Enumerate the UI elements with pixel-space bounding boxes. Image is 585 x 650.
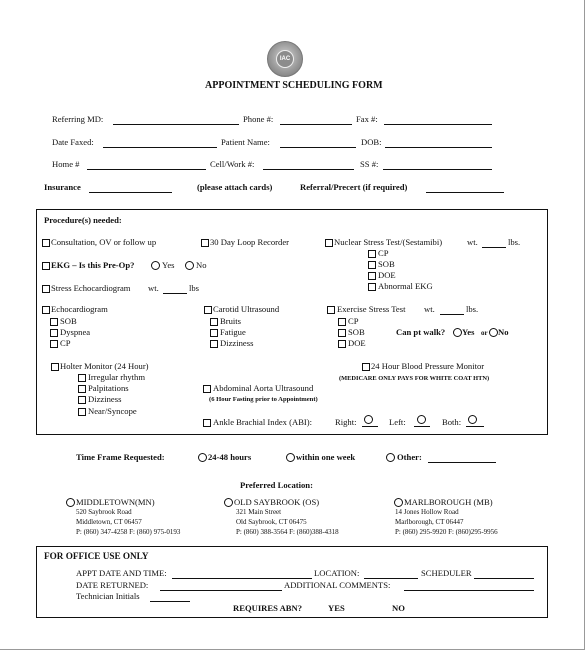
home-phone-label: Home #	[52, 159, 80, 169]
location-middletown-radio[interactable]	[66, 498, 75, 507]
exercise-doe-checkbox[interactable]	[338, 340, 346, 348]
holter-near-syncope-checkbox[interactable]	[78, 408, 86, 416]
technician-label: Technician Initials	[76, 591, 140, 601]
attach-cards-note: (please attach cards)	[197, 182, 273, 192]
procedures-heading: Procedure(s) needed:	[44, 215, 122, 225]
abn-yes-option[interactable]: YES	[328, 603, 345, 613]
can-walk-no-radio[interactable]	[489, 328, 498, 337]
abi-both-underline	[466, 426, 484, 427]
holter-near-syncope-label: Near/Syncope	[88, 406, 137, 416]
scheduler-label: SCHEDULER	[421, 568, 472, 578]
abi-right-underline	[362, 426, 378, 427]
date-faxed-label: Date Faxed:	[52, 137, 94, 147]
abi-right-label: Right:	[335, 417, 357, 427]
ss-field[interactable]	[383, 169, 492, 170]
abi-left-radio[interactable]	[417, 415, 426, 424]
exercise-stress-label: Exercise Stress Test	[337, 304, 406, 314]
carotid-label: Carotid Ultrasound	[213, 304, 280, 314]
holter-palpitations-label: Palpitations	[88, 383, 129, 393]
stress-echo-wt-field[interactable]	[163, 293, 187, 294]
time-other-radio[interactable]	[386, 453, 395, 462]
abi-both-label: Both:	[442, 417, 462, 427]
fax-label: Fax #:	[356, 114, 378, 124]
loop-recorder-label: 30 Day Loop Recorder	[210, 237, 289, 247]
carotid-dizziness-checkbox[interactable]	[210, 340, 218, 348]
aorta-label: Abdominal Aorta Ultrasound	[213, 383, 314, 393]
aorta-checkbox[interactable]	[203, 385, 211, 393]
nuclear-wt-field[interactable]	[482, 247, 506, 248]
nuclear-cp-checkbox[interactable]	[368, 250, 376, 258]
insurance-label: Insurance	[44, 182, 81, 192]
nuclear-abnormal-ekg-label: Abnormal EKG	[378, 281, 433, 291]
nuclear-stress-label: Nuclear Stress Test/(Sestamibi)	[334, 237, 443, 247]
office-use-heading: FOR OFFICE USE ONLY	[44, 551, 149, 561]
can-walk-yes-label: Yes	[462, 327, 475, 337]
consultation-label: Consultation, OV or follow up	[51, 237, 157, 247]
exercise-lbs-label: lbs.	[466, 304, 479, 314]
carotid-bruits-label: Bruits	[220, 316, 242, 326]
time-one-week-label: within one week	[296, 452, 356, 462]
medicare-note: (MEDICARE ONLY PAYS FOR WHITE COAT HTN)	[339, 375, 490, 382]
referral-field[interactable]	[426, 192, 504, 193]
exercise-sob-label: SOB	[348, 327, 365, 337]
preferred-location-heading: Preferred Location:	[240, 480, 313, 490]
abi-left-underline	[414, 426, 430, 427]
location-marlborough-phone: P: (860) 295-9920 F: (860)295-9956	[395, 528, 498, 536]
echo-dyspnea-label: Dyspnea	[60, 327, 91, 337]
time-other-label: Other:	[397, 452, 422, 462]
location-marlborough-addr1: 14 Jones Hollow Road	[395, 508, 459, 516]
abi-left-label: Left:	[389, 417, 406, 427]
stress-echo-wt-label: wt.	[148, 283, 159, 293]
home-phone-field[interactable]	[87, 169, 206, 170]
dob-field[interactable]	[385, 147, 492, 148]
location-middletown-phone: P: (860) 347-4258 F: (860) 975-0193	[76, 528, 181, 536]
location-oldsaybrook-addr2: Old Saybrook, CT 06475	[236, 518, 307, 526]
nuclear-sob-checkbox[interactable]	[368, 261, 376, 269]
dob-label: DOB:	[361, 137, 382, 147]
nuclear-abnormal-ekg-checkbox[interactable]	[368, 283, 376, 291]
exercise-wt-field[interactable]	[440, 314, 464, 315]
requires-abn-label: REQUIRES ABN?	[233, 603, 303, 613]
location-marlborough-name: MARLBOROUGH (MB)	[404, 497, 493, 507]
referring-md-field[interactable]	[113, 124, 239, 125]
location-field[interactable]	[364, 578, 418, 579]
abn-no-option[interactable]: NO	[392, 603, 405, 613]
time-24-48-label: 24-48 hours	[208, 452, 252, 462]
nuclear-doe-label: DOE	[378, 270, 396, 280]
time-24-48-radio[interactable]	[198, 453, 207, 462]
echo-cp-label: CP	[60, 338, 71, 348]
consultation-checkbox[interactable]	[42, 239, 50, 247]
echocardiogram-label: Echocardiogram	[51, 304, 108, 314]
scheduler-field[interactable]	[474, 578, 534, 579]
stress-echo-label: Stress Echocardiogram	[51, 283, 131, 293]
additional-comments-label: ADDITIONAL COMMENTS:	[284, 580, 391, 590]
holter-label: Holter Monitor (24 Hour)	[60, 361, 149, 371]
exercise-wt-label: wt.	[424, 304, 435, 314]
time-one-week-radio[interactable]	[286, 453, 295, 462]
phone-field[interactable]	[280, 124, 352, 125]
can-walk-label: Can pt walk?	[396, 327, 446, 337]
referring-md-label: Referring MD:	[52, 114, 104, 124]
ekg-preop-yes-radio[interactable]	[151, 261, 160, 270]
insurance-field[interactable]	[89, 192, 172, 193]
nuclear-doe-checkbox[interactable]	[368, 272, 376, 280]
ekg-preop-yes-label: Yes	[162, 260, 175, 270]
fax-field[interactable]	[384, 124, 492, 125]
nuclear-cp-label: CP	[378, 248, 389, 258]
holter-irregular-checkbox[interactable]	[78, 374, 86, 382]
abi-both-radio[interactable]	[468, 415, 477, 424]
cell-work-field[interactable]	[263, 169, 354, 170]
holter-palpitations-checkbox[interactable]	[78, 385, 86, 393]
location-oldsaybrook-name: OLD SAYBROOK (OS)	[234, 497, 320, 507]
stress-echo-checkbox[interactable]	[42, 285, 50, 293]
carotid-checkbox[interactable]	[204, 306, 212, 314]
echo-dyspnea-checkbox[interactable]	[50, 329, 58, 337]
patient-name-label: Patient Name:	[221, 137, 270, 147]
location-oldsaybrook-addr1: 321 Main Street	[236, 508, 282, 516]
can-walk-or-label: or	[481, 329, 488, 337]
ekg-checkbox[interactable]	[42, 262, 50, 270]
location-oldsaybrook-phone: P: (860) 388-3564 F: (860)388-4318	[236, 528, 339, 536]
loop-recorder-checkbox[interactable]	[201, 239, 209, 247]
holter-dizziness-checkbox[interactable]	[78, 396, 86, 404]
referral-label: Referral/Precert (if required)	[300, 182, 408, 192]
location-middletown-addr2: Middletown, CT 06457	[76, 518, 142, 526]
nuclear-lbs-label: lbs.	[508, 237, 521, 247]
fasting-note: (6 Hour Fasting prior to Appointment)	[209, 396, 318, 403]
location-middletown-name: MIDDLETOWN(MN)	[76, 497, 155, 507]
exercise-doe-label: DOE	[348, 338, 366, 348]
stress-echo-lbs-label: lbs	[189, 283, 200, 293]
exercise-sob-checkbox[interactable]	[338, 329, 346, 337]
appt-date-field[interactable]	[172, 578, 312, 579]
nuclear-sob-label: SOB	[378, 259, 395, 269]
date-returned-field[interactable]	[160, 590, 282, 591]
additional-comments-field[interactable]	[404, 590, 534, 591]
carotid-bruits-checkbox[interactable]	[210, 318, 218, 326]
echocardiogram-checkbox[interactable]	[42, 306, 50, 314]
abi-label: Ankle Brachial Index (ABI):	[213, 417, 313, 427]
exercise-cp-label: CP	[348, 316, 359, 326]
cell-work-label: Cell/Work #:	[210, 159, 255, 169]
exercise-cp-checkbox[interactable]	[338, 318, 346, 326]
echo-sob-label: SOB	[60, 316, 77, 326]
ekg-label: EKG – Is this Pre-Op?	[51, 260, 135, 270]
holter-irregular-label: Irregular rhythm	[88, 372, 146, 382]
abi-right-radio[interactable]	[364, 415, 373, 424]
date-faxed-field[interactable]	[103, 147, 217, 148]
appt-date-label: APPT DATE AND TIME:	[76, 568, 167, 578]
technician-field[interactable]	[150, 601, 190, 602]
ekg-preop-no-label: No	[196, 260, 207, 270]
location-oldsaybrook-radio[interactable]	[224, 498, 233, 507]
phone-label: Phone #:	[243, 114, 274, 124]
nuclear-wt-label: wt.	[467, 237, 478, 247]
time-other-field[interactable]	[428, 462, 496, 463]
carotid-dizziness-label: Dizziness	[220, 338, 254, 348]
nuclear-stress-checkbox[interactable]	[325, 239, 333, 247]
location-marlborough-radio[interactable]	[394, 498, 403, 507]
date-returned-label: DATE RETURNED:	[76, 580, 149, 590]
echo-cp-checkbox[interactable]	[50, 340, 58, 348]
logo-text: IAC	[276, 50, 294, 68]
holter-dizziness-label: Dizziness	[88, 394, 122, 404]
can-walk-yes-radio[interactable]	[453, 328, 462, 337]
location-marlborough-addr2: Marlborough, CT 06447	[395, 518, 464, 526]
location-middletown-addr1: 520 Saybrook Road	[76, 508, 132, 516]
exercise-stress-checkbox[interactable]	[327, 306, 335, 314]
echo-sob-checkbox[interactable]	[50, 318, 58, 326]
bp-monitor-checkbox[interactable]	[362, 363, 370, 371]
abi-checkbox[interactable]	[203, 419, 211, 427]
location-label: LOCATION:	[314, 568, 360, 578]
bp-monitor-label: 24 Hour Blood Pressure Monitor	[371, 361, 485, 371]
patient-name-field[interactable]	[280, 147, 356, 148]
time-frame-label: Time Frame Requested:	[76, 452, 165, 462]
ss-label: SS #:	[360, 159, 379, 169]
holter-checkbox[interactable]	[51, 363, 59, 371]
form-title: APPOINTMENT SCHEDULING FORM	[205, 80, 383, 91]
accreditation-seal-logo	[267, 41, 303, 77]
carotid-fatigue-checkbox[interactable]	[210, 329, 218, 337]
carotid-fatigue-label: Fatigue	[220, 327, 246, 337]
ekg-preop-no-radio[interactable]	[185, 261, 194, 270]
can-walk-no-label: No	[498, 327, 509, 337]
